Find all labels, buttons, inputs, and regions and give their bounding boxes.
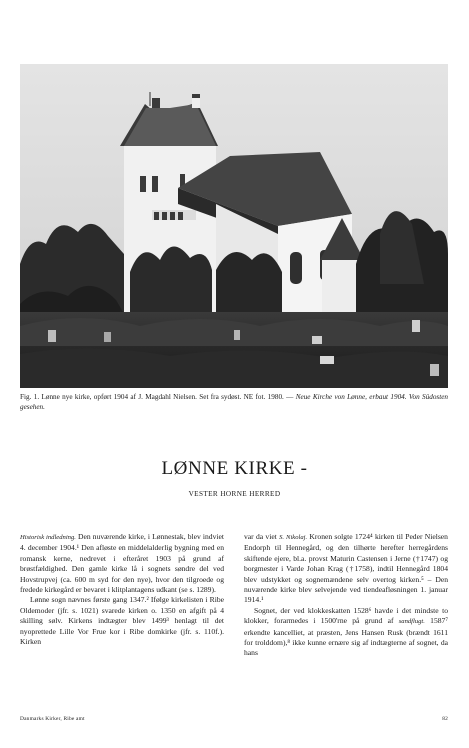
church-photograph <box>20 64 448 388</box>
church-photo-icon <box>20 64 448 388</box>
page-subtitle: VESTER HORNE HERRED <box>188 490 281 498</box>
paragraph-text: Den nuværende kirke, i Lønnestak, blev indviet 4. december 1904.¹ Den afløste en middelalderlig bygning med en romansk kerne, nedrevet i efteråret 1903 på grund af brøstfældighed. Den gamle kirke lå i sognets søndre del ved Hovstrupvej (ca. 600 m syd for den nye), hvor den tilgroede og fredede kirkegård er bevaret i klitplantagens udkant (se s. 1289). <box>20 532 224 595</box>
paragraph-text: var da viet <box>244 532 280 541</box>
caption-translation: Neue Kirche von Lønne, erbaut 1904. Von Südosten gesehen. <box>20 393 448 411</box>
paragraph <box>20 532 224 595</box>
paragraph <box>244 606 448 659</box>
paragraph <box>244 532 448 606</box>
paragraph-text: Sognet, der ved klokkeskatten 1528⁶ havde i det mindste to klokker, forarmedes i 1500'rne på grund af <box>244 605 448 626</box>
paragraph-text: 1587⁷ erkendte kancelliet, at præsten, Jens Hansen Rusk (brændt 1611 for trolddom),⁸ ikke kunne ernære sig af indtægterne af sognet, da hans <box>244 616 448 658</box>
paragraph: Lønne sogn nævnes første gang 1347.² Ifølge kirkelisten i Ribe Oldemoder (jfr. s. 1021) svarede kirken o. 1350 en afgift på 4 skilling sølv. Kirkens indtægter blev 1499³ henlagt til det nyoprettede Lille Vor Frue kor i Ribe domkirke (jfr. s. 110f.). Kirken <box>20 595 224 647</box>
saint-name: S. Nikolaj. <box>279 534 308 541</box>
sandflugt-term: sandflugt. <box>398 618 425 626</box>
page-number: 82 <box>442 716 448 722</box>
paragraph-text: Kronen solgte 1724⁴ kirken til Peder Nielsen Endorph til Hennegård, og den tilhørte herefter herregårdens skiftende ejere, bl.a. provst Maturin Castensen i Jerne (†1747) og borgmester i Varde Johan Krag (†1758), indtil Hennegård 1804 blev udstykket og sognemændene selv overtog kirken.⁵ – Den nuværende kirke blev selvejende ved tiendeafløsningen 1. januar 1914.¹ <box>244 532 448 605</box>
figure-caption <box>20 392 448 412</box>
page-title: LØNNE KIRKE - <box>161 458 308 479</box>
footer-publication: Danmarks Kirker, Ribe amt <box>20 716 85 722</box>
caption-main: Fig. 1. Lønne nye kirke, opført 1904 af J. Magdahl Nielsen. Set fra sydøst. NE fot. 1980. — <box>20 393 294 401</box>
text-column-left <box>20 532 224 647</box>
margin-note: Historisk indledning. <box>20 534 76 541</box>
text-column-right <box>244 532 448 659</box>
